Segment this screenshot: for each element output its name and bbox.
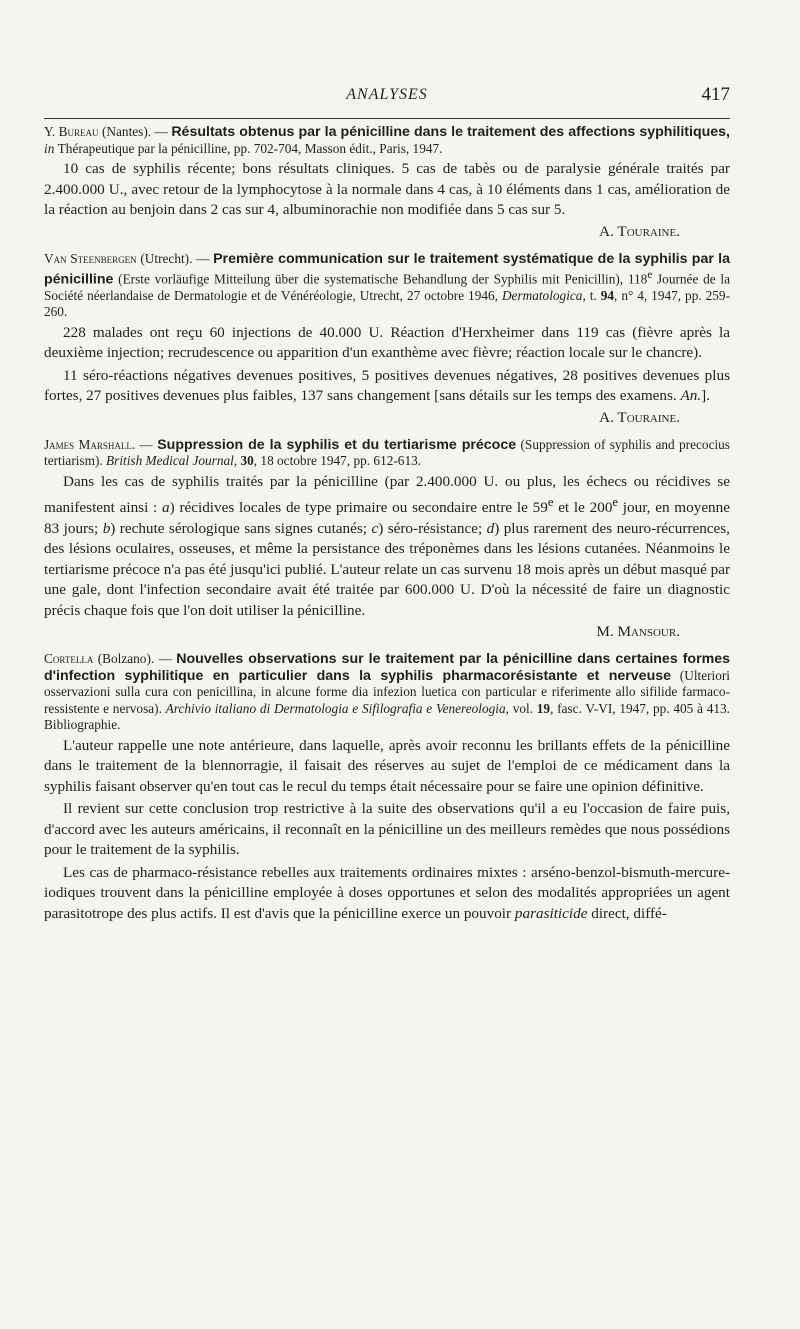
reviewer-signature: A. Touraine. xyxy=(599,222,680,240)
abstract-paragraph: 11 séro-réactions négatives devenues positives, 5 positives devenues négatives, 28 positives devenues plus fortes, 27 positives devenues plus faibles, 137 sans changement [sans détails sur les temps des examens. An.]. xyxy=(44,366,730,405)
author-name: Y. Bureau xyxy=(44,124,99,139)
article-title: Nouvelles observations sur le traitement par la pénicilline dans certaines formes d'infection syphilitique en particulier dans la syphilis pharmacorésistante et nerveuse xyxy=(44,651,731,684)
citation: Van Steenbergen (Utrecht). — Première communication sur le traitement systématique de la syphilis par la pénicilline (Erste vorläufige Mitteilung über die systematische Behandlung der Syphilis mit Penicillin), 118e Journée de la Société néerlandaise de Dermatologie et de Vénéréologie, Utrecht, 27 octobre 1946, Dermatologica, t. 94, n° 4, 1947, pp. 259-260. xyxy=(44,250,731,320)
volume-number: 94 xyxy=(600,287,615,303)
page-number: 417 xyxy=(701,84,730,105)
abstract-cortella xyxy=(44,651,730,924)
citation: Y. Bureau (Nantes). — Résultats obtenus par la pénicilline dans le traitement des affections syphilitiques, in Thérapeutique par la pénicilline, pp. 702-704, Masson édit., Paris, 1947. xyxy=(44,124,730,156)
reviewer-signature: A. Touraine. xyxy=(599,408,680,426)
abstract-paragraph: 10 cas de syphilis récente; bons résultats cliniques. 5 cas de tabès ou de paralysie générale traités par 2.400.000 U., avec retour de la lymphocytose à la normale dans 4 cas, à 10 éléments dans 1 cas, amélioration de la réaction au benjoin dans 2 cas sur 4, albuminorachie non modifiée dans 5 cas sur 5. xyxy=(44,160,730,218)
volume-number: 19 xyxy=(536,700,551,716)
article-title: Résultats obtenus par la pénicilline dans le traitement des affections syphilitiques, xyxy=(171,124,730,140)
abstract-paragraph: Les cas de pharmaco-résistance rebelles aux traitements ordinaires mixtes : arséno-benzol-bismuth-mercure-iodiques trouvent dans la pénicilline employée à doses opportunes et selon des modalités appropriées un agent parasitotrope des plus actifs. Il est d'avis que la pénicilline exerce un pouvoir parasiticide direct, diffé- xyxy=(44,863,730,922)
abstract-paragraph: L'auteur rappelle une note antérieure, dans laquelle, après avoir reconnu les brillants effets de la pénicilline dans le traitement de la blennorragie, il faisait des réserves au sujet de l'emploi de ce médicament dans la syphilis faisant observer qu'en tout cas le recul du temps était nécessaire pour se faire une opinion définitive. xyxy=(44,736,730,795)
abstract-paragraph: Il revient sur cette conclusion trop restrictive à la suite des observations qu'il a eu l'occasion de faire puis, d'accord avec les auteurs américains, il reconnaît en la pénicilline un des meilleurs remèdes que nous possédions pour le traitement de la syphilis. xyxy=(44,800,730,859)
volume-number: 30 xyxy=(240,453,254,469)
citation: Cortella (Bolzano). — Nouvelles observations sur le traitement par la pénicilline dans certaines formes d'infection syphilitique en particulier dans la syphilis pharmacorésistante et nerveuse (Ulteriori osservazioni sulla cura con penicillina, in alcune forme dia infezion luetica con particular e riferimente allo sifilide farmaco-ressistente e nervosa). Archivio italiano di Dermatologia e Sifilografia e Venereologia, vol. 19, fasc. V-VI, 1947, pp. 405 à 413. Bibliographie. xyxy=(44,651,731,733)
abstract-bureau xyxy=(44,124,730,242)
abstract-paragraph: Dans les cas de syphilis traités par la pénicilline (par 2.400.000 U. ou plus, les échecs ou récidives se manifestent ainsi : a) récidives locales de type primaire ou secondaire entre le 59e et le 200e jour, en moyenne 83 jours; b) rechute sérologique sans signes cutanés; c) séro-résistance; d) plus rarement des neuro-récurrences, des lésions oculaires, osseuses, et même la persistance des tréponèmes dans les lésions cutanées. Néanmoins le tertiarisme précoce n'a pas été jusqu'ici publié. L'auteur relate un cas survenu 18 mois après un début masqué par une gale, dont l'infection secondaire avait été traitée par 600.000 U. D'où la nécessité de faire un diagnostic précis chaque fois que l'on doit utiliser la pénicilline. xyxy=(44,472,730,619)
journal-name: Archivio italiano di Dermatologia e Sifilografia e Venereologia, xyxy=(165,700,509,716)
journal-name: Dermatologica, xyxy=(501,287,586,303)
running-title: ANALYSES xyxy=(346,86,428,103)
author-name: James Marshall xyxy=(44,436,132,452)
abstract-van-steenbergen xyxy=(44,251,730,428)
analyses-content xyxy=(44,124,730,933)
running-header xyxy=(44,84,730,119)
author-name: Van Steenbergen xyxy=(44,250,137,266)
abstract-paragraph: 228 malades ont reçu 60 injections de 40.000 U. Réaction d'Herxheimer dans 119 cas (fièvre après la deuxième injection; recrudescence ou apparition d'un exanthème avec fièvre; réaction locale sur le chancre). xyxy=(44,323,730,362)
reviewer-signature: M. Mansour. xyxy=(596,623,680,641)
journal-name: British Medical Journal, xyxy=(106,453,238,469)
article-title: Suppression de la syphilis et du tertiarisme précoce xyxy=(157,436,517,453)
author-name: Cortella xyxy=(44,651,94,667)
citation: James Marshall. — Suppression de la syphilis et du tertiarisme précoce (Suppression of syphilis and precocius tertiarism). British Medical Journal, 30, 18 octobre 1947, pp. 612-613. xyxy=(44,436,730,469)
abstract-marshall xyxy=(44,437,730,643)
article-title: Première communication sur le traitement systématique de la syphilis par la pénicilline xyxy=(44,250,730,288)
